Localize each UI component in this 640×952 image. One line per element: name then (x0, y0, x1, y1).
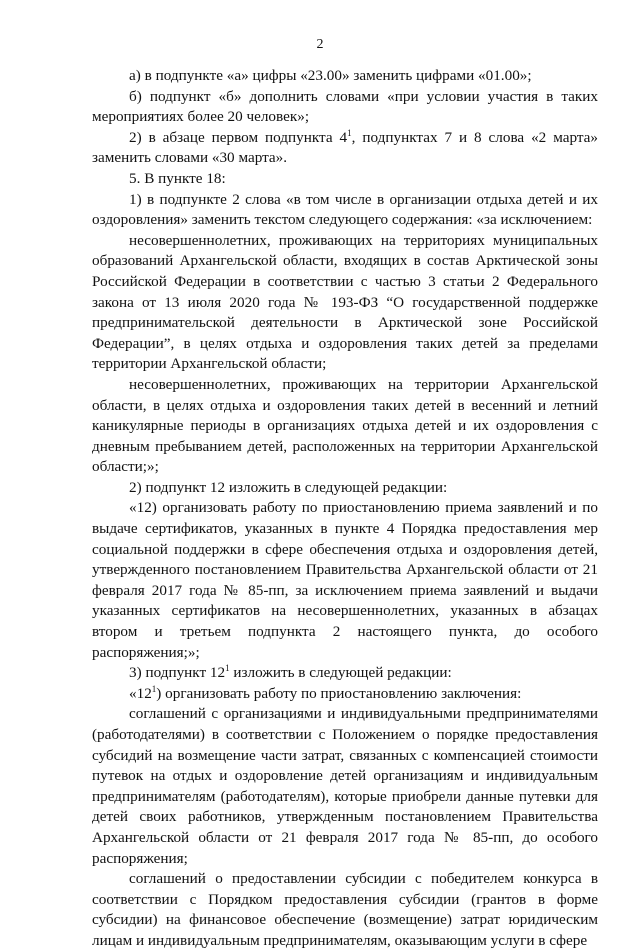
paragraph-clause-12: «12) организовать работу по приостановлению приема заявлений и по выдаче сертификатов, указанных в пункте 4 Порядка предоставления мер социальной поддержки в сфере обеспечения отдыха и оздоровления детей, утвержденного постановлением Правительства Архангельской области от 21 февраля 2017 года № 85-пп, за исключением приема заявлений и выдачи указанных сертификатов на несовершеннолетних, указанных в абзацах втором и третьем подпункта 2 настоящего пункта, до особого распоряжения;»; (92, 499, 598, 661)
paragraph-text: 3) подпункт 12 (129, 664, 226, 682)
superscript: 1 (151, 683, 157, 694)
superscript: 1 (225, 663, 230, 674)
paragraph-item-a: а) в подпункте «а» цифры «23.00» заменить цифрами «01.00»; (129, 67, 532, 84)
page-number: 2 (316, 37, 324, 52)
paragraph-regional-minors: несовершеннолетних, проживающих на территории Архангельской области, в целях отдыха и оздоровления таких детей в весенний и летний каникулярные периоды в организациях отдыха детей и их оздоровления с дневным пребыванием детей, расположенных на территории Архангельской области;»; (92, 375, 598, 476)
paragraph-subsidy-agreements: соглашений о предоставлении субсидии с победителем конкурса в соответствии с Порядком предоставления субсидии (грантов в форме субсидии) на финансовое обеспечение (возмещение) затрат юридическим лицам и индивидуальным предпринимателям, оказывающим услуги в сфере (92, 870, 598, 949)
document-body (92, 66, 598, 952)
paragraph-item-b: б) подпункт «б» дополнить словами «при условии участия в таких мероприятиях более 20 человек»; (92, 87, 598, 126)
paragraph-subpoint-1: 1) в подпункте 2 слова «в том числе в организации отдыха детей и их оздоровления» заменить текстом следующего содержания: «за исключением: (92, 190, 598, 229)
paragraph-employer-agreements: соглашений с организациями и индивидуальными предпринимателями (работодателями) в соответствии с Положением о порядке предоставления субсидий на возмещение части затрат, связанных с компенсацией стоимости путевок на отдых и оздоровление детей организациям и индивидуальным предпринимателям (работодателям), которые приобрели данные путевки для детей своих работников, утвержденным постановлением Правительства Архангельской области от 21 февраля 2017 года № 85-пп, до особого распоряжения; (92, 705, 598, 867)
superscript: 1 (347, 127, 352, 138)
paragraph-item-2-dates (92, 128, 598, 169)
paragraph-point-5: 5. В пункте 18: (129, 169, 226, 187)
paragraph-text: , подпунктах 7 и 8 слова «2 марта» заменить словами «30 марта». (92, 128, 598, 167)
paragraph-text: изложить в следующей редакции: (229, 664, 452, 682)
paragraph-subpoint-3 (92, 663, 598, 684)
paragraph-subpoint-2: 2) подпункт 12 изложить в следующей редакции: (129, 478, 448, 496)
paragraph-text: 2) в абзаце первом подпункта 4 (129, 128, 348, 146)
paragraph-clause-12-1 (92, 684, 598, 705)
paragraph-text: ) организовать работу по приостановлению заключения: (156, 684, 522, 702)
paragraph-text: «12 (129, 684, 152, 702)
paragraph-arctic-minors: несовершеннолетних, проживающих на территориях муниципальных образований Архангельской области, входящих в состав Арктической зоны Российской Федерации в соответствии с частью 3 статьи 2 Федерального закона от 13 июля 2020 года № 193-ФЗ “О государственной поддержке предпринимательской деятельности в Арктической зоне Российской Федерации”, в целях отдыха и оздоровления таких детей за пределами территории Архангельской области; (92, 231, 598, 373)
